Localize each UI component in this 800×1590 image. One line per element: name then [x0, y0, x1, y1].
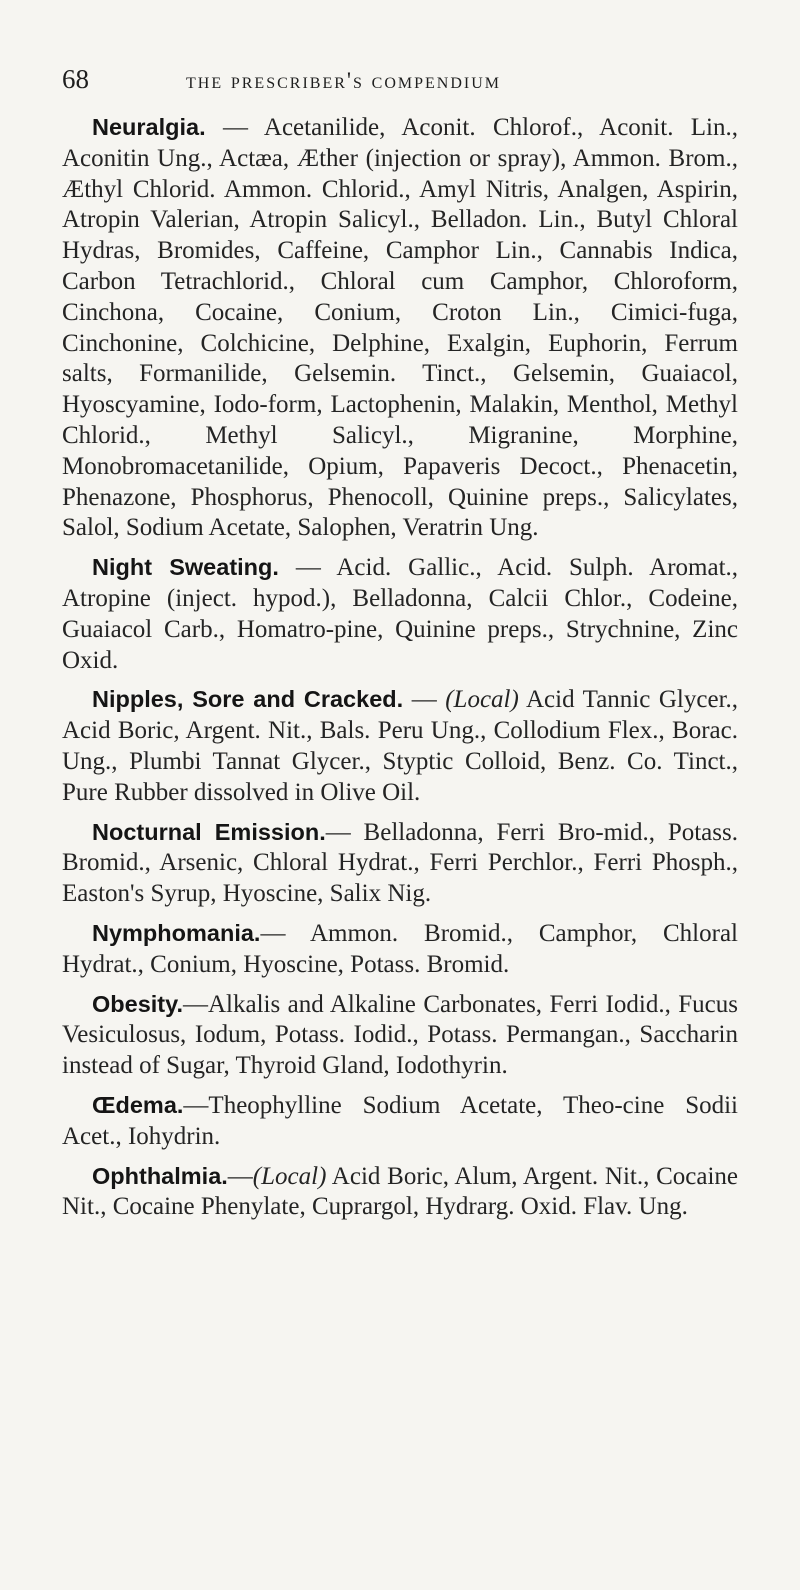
running-title: the prescriber's compendium [186, 68, 502, 93]
entry-heading: Nocturnal Emission. [92, 818, 326, 845]
entry-obesity: Obesity.—Alkalis and Alkaline Carbonates, Ferri Iodid., Fucus Vesiculosus, Iodum, Potass. Iodid., Potass. Permangan., Saccharin instead of Sugar, Thyroid Gland, Iodothyrin. [62, 990, 738, 1080]
entry-note: (Local) [252, 1162, 327, 1190]
entry-text: Acetanilide, Aconit. Chlorof., Aconit. Lin., Aconitin Ung., Actæa, Æther (injection or spray), Ammon. Brom., Æthyl Chlorid. Ammon. Chlorid., Amyl Nitris, Analgen, Aspirin, Atropin Valerian, Atropin Salicyl., Belladon. Lin., Butyl Chloral Hydras, Bromides, Caffeine, Camphor Lin., Cannabis Indica, Carbon Tetrachlorid., Chloral cum Camphor, Chloroform, Cinchona, Cocaine, Conium, Croton Lin., Cimici-fuga, Cinchonine, Colchicine, Delphine, Exalgin, Euphorin, Ferrum salts, Formanilide, Gelsemin. Tinct., Gelsemin, Guaiacol, Hyoscyamine, Iodo-form, Lactophenin, Malakin, Menthol, Methyl Chlorid., Methyl Salicyl., Migranine, Morphine, Monobromacetanilide, Opium, Papaveris Decoct., Phenacetin, Phenazone, Phosphorus, Phenocoll, Quinine preps., Salicylates, Salol, Sodium Acetate, Salophen, Veratrin Ung. [62, 114, 738, 542]
entry-night-sweating: Night Sweating. — Acid. Gallic., Acid. Sulph. Aromat., Atropine (inject. hypod.), Belladonna, Calcii Chlor., Codeine, Guaiacol Carb., Homatro-pine, Quinine preps., Strychnine, Zinc Oxid. [62, 554, 739, 674]
page-number: 68 [62, 64, 89, 94]
entry-oedema: Œdema.—Theophylline Sodium Acetate, Theo-cine Sodii Acet., Iohydrin. [62, 1091, 738, 1150]
entry-text: Theophylline Sodium Acetate, Theo-cine Sodii Acet., Iohydrin. [62, 1091, 738, 1150]
entry-neuralgia: Neuralgia. — Acetanilide, Aconit. Chlorof., Aconit. Lin., Aconitin Ung., Actæa, Æther (injection or spray), Ammon. Brom., Æthyl Chlorid. Ammon. Chlorid., Amyl Nitris, Analgen, Aspirin, Atropin Valerian, Atropin Salicyl., Belladon. Lin., Butyl Chloral Hydras, Bromides, Caffeine, Camphor Lin., Cannabis Indica, Carbon Tetrachlorid., Chloral cum Camphor, Chloroform, Cinchona, Cocaine, Conium, Croton Lin., Cimici-fuga, Cinchonine, Colchicine, Delphine, Exalgin, Euphorin, Ferrum salts, Formanilide, Gelsemin. Tinct., Gelsemin, Guaiacol, Hyoscyamine, Iodo-form, Lactophenin, Malakin, Menthol, Methyl Chlorid., Methyl Salicyl., Migranine, Morphine, Monobromacetanilide, Opium, Papaveris Decoct., Phenacetin, Phenazone, Phosphorus, Phenocoll, Quinine preps., Salicylates, Salol, Sodium Acetate, Salophen, Veratrin Ung. [62, 114, 738, 542]
entry-heading: Neuralgia. [92, 114, 206, 140]
entry-heading: Obesity. [92, 990, 183, 1017]
entry-nymphomania: Nymphomania.— Ammon. Bromid., Camphor, Chloral Hydrat., Conium, Hyoscine, Potass. Bromid. [62, 919, 738, 978]
entry-heading: Œdema. [92, 1091, 184, 1118]
entry-text: Alkalis and Alkaline Carbonates, Ferri Iodid., Fucus Vesiculosus, Iodum, Potass. Iodid., Potass. Permangan., Saccharin instead of Sugar, Thyroid Gland, Iodothyrin. [62, 990, 738, 1080]
entry-nocturnal-emission: Nocturnal Emission.— Belladonna, Ferri Bro-mid., Potass. Bromid., Arsenic, Chloral Hydrat., Ferri Perchlor., Ferri Phosph., Easton's Syrup, Hyoscine, Salix Nig. [62, 818, 738, 908]
entry-text: Acid Boric, Alum, Argent. Nit., Cocaine Nit., Cocaine Phenylate, Cuprargol, Hydrarg. Oxid. Flav. Ung. [62, 1162, 738, 1221]
entry-text: Ammon. Bromid., Camphor, Chloral Hydrat., Conium, Hyoscine, Potass. Bromid. [62, 919, 738, 978]
entry-heading: Ophthalmia. [92, 1162, 228, 1189]
entry-nipples-sore-and-cracked: Nipples, Sore and Cracked. — (Local) Acid Tannic Glycer., Acid Boric, Argent. Nit., Bals. Peru Ung., Collodium Flex., Borac. Ung., Plumbi Tannat Glycer., Styptic Colloid, Benz. Co. Tinct., Pure Rubber dissolved in Olive Oil. [62, 686, 739, 806]
entry-heading: Night Sweating. [92, 554, 279, 581]
entry-heading: Nymphomania. [92, 919, 261, 946]
entry-text: Belladonna, Ferri Bro-mid., Potass. Bromid., Arsenic, Chloral Hydrat., Ferri Perchlor., Ferri Phosph., Easton's Syrup, Hyoscine, Salix Nig. [62, 818, 738, 908]
entry-ophthalmia: Ophthalmia.—(Local) Acid Boric, Alum, Argent. Nit., Cocaine Nit., Cocaine Phenylate, Cuprargol, Hydrarg. Oxid. Flav. Ung. [62, 1162, 738, 1221]
entry-note: (Local) [445, 686, 519, 714]
entry-list [62, 112, 738, 1231]
entry-heading: Nipples, Sore and Cracked. [92, 686, 404, 713]
page-header [62, 64, 762, 104]
entry-text: Acid Tannic Glycer., Acid Boric, Argent. Nit., Bals. Peru Ung., Collodium Flex., Borac. Ung., Plumbi Tannat Glycer., Styptic Colloid, Benz. Co. Tinct., Pure Rubber dissolved in Olive Oil. [62, 686, 739, 806]
entry-text: Acid. Gallic., Acid. Sulph. Aromat., Atropine (inject. hypod.), Belladonna, Calcii Chlor., Codeine, Guaiacol Carb., Homatro-pine, Quinine preps., Strychnine, Zinc Oxid. [62, 554, 739, 674]
